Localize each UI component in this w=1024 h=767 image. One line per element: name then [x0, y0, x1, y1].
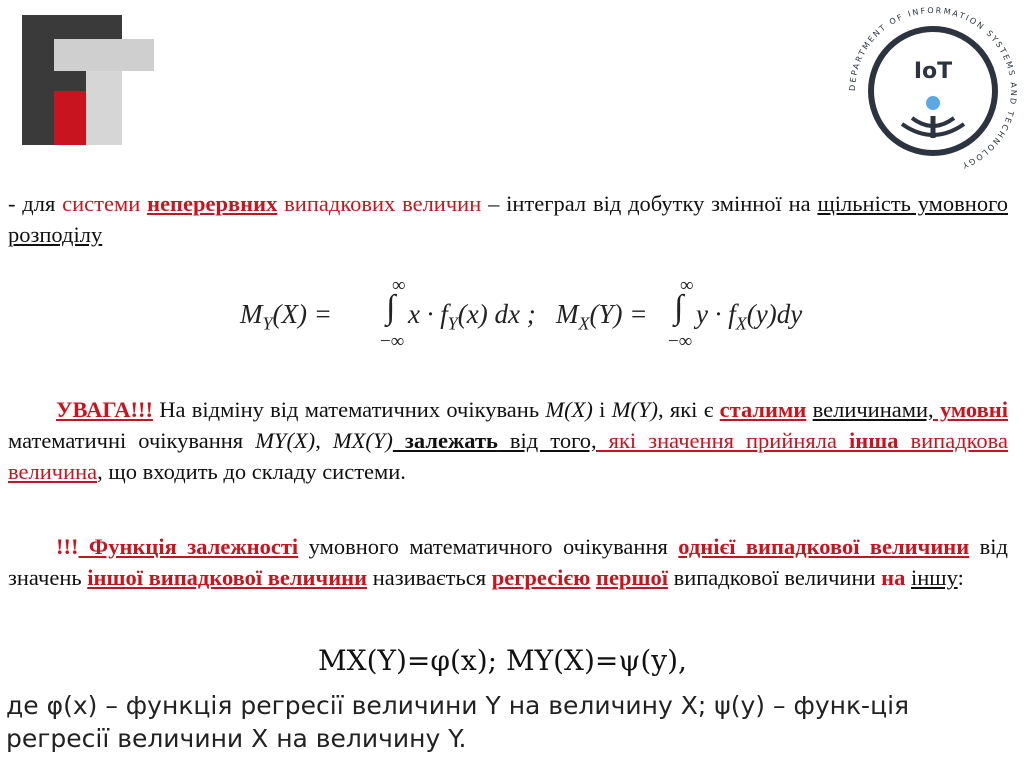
- badge-ring-text: DEPARTMENT OF INFORMATION SYSTEMS AND TECHNOLOGY: [848, 6, 1018, 171]
- badge-text: IoT: [913, 59, 953, 84]
- paragraph-regression-definition: !!! Функція залежності умовного математичного очікування однієї випадкової величини від значень іншої випадкової величини називається регресією першої випадкової величини на іншу:: [8, 534, 1008, 590]
- ft-logo-icon: [22, 15, 154, 145]
- regression-formula: MX(Y)=φ(x); MY(X)=ψ(y),: [318, 644, 687, 677]
- iot-department-logo-icon: [848, 6, 1018, 176]
- paragraph-attention: УВАГА!!! На відміну від математичних очікувань M(X) і M(Y), які є сталими величинами, умовні математичні очікування MY(X), MX(Y) залежать від того, які значення прийняла інша випадкова величина, що входить до складу системи.: [8, 397, 1008, 484]
- paragraph-regression-functions: де φ(x) – функція регресії величини Y на величину X; ψ(y) – функ-ція регресії величини X на величину Y.: [6, 691, 910, 753]
- paragraph-continuous-system: - для системи неперервних випадкових величин – інтеграл від добутку змінної на щільність умовного розподілу: [8, 191, 1009, 247]
- conditional-expectation-formula: $M_Y(X)$ = ∞ ∫ −∞ $x \cdot f_Y(x)$ dx ; $M_X(Y)$ = ∞ ∫ −∞ $y \cdot f_X(y)dy$: [240, 275, 803, 352]
